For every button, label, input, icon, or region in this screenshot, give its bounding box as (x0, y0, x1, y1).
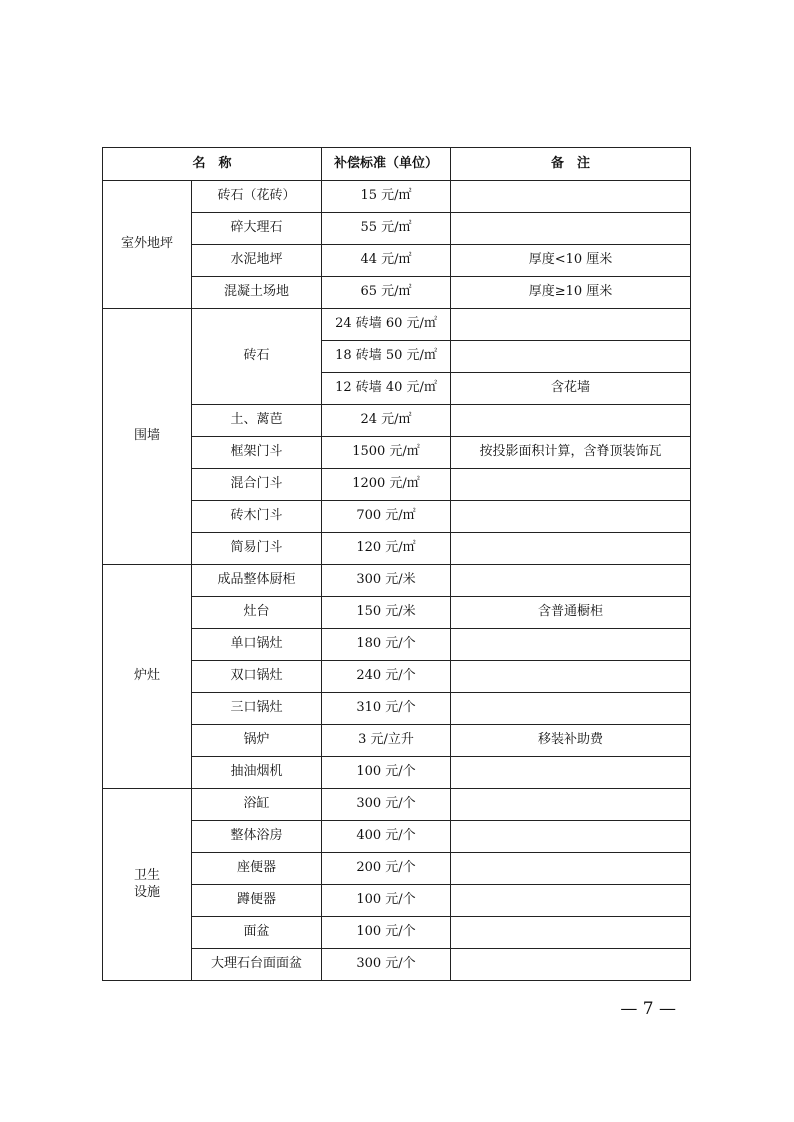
item-name-cell: 大理石台面面盆 (192, 949, 322, 981)
note-cell (451, 693, 691, 725)
item-name-cell: 水泥地坪 (192, 245, 322, 277)
item-name-cell: 混凝土场地 (192, 277, 322, 309)
standard-cell: 12 砖墙 40 元/㎡ (322, 373, 451, 405)
item-name-cell: 灶台 (192, 597, 322, 629)
standard-cell: 65 元/㎡ (322, 277, 451, 309)
note-cell (451, 341, 691, 373)
category-cell: 室外地坪 (103, 181, 192, 309)
table-row (103, 789, 691, 821)
standard-cell: 700 元/㎡ (322, 501, 451, 533)
table-row (103, 245, 691, 277)
note-cell (451, 181, 691, 213)
standard-cell: 300 元/个 (322, 949, 451, 981)
standard-cell: 150 元/米 (322, 597, 451, 629)
table-body (103, 181, 691, 981)
item-name-cell: 面盆 (192, 917, 322, 949)
standard-cell: 300 元/米 (322, 565, 451, 597)
category-cell: 卫生 设施 (103, 789, 192, 981)
standard-cell: 24 元/㎡ (322, 405, 451, 437)
item-name-cell: 单口锅灶 (192, 629, 322, 661)
table-row (103, 213, 691, 245)
item-name-cell: 锅炉 (192, 725, 322, 757)
note-cell (451, 533, 691, 565)
table-row (103, 757, 691, 789)
note-cell (451, 405, 691, 437)
header-name: 名 称 (103, 148, 322, 181)
item-name-cell: 整体浴房 (192, 821, 322, 853)
note-cell (451, 853, 691, 885)
item-name-cell: 抽油烟机 (192, 757, 322, 789)
note-cell: 按投影面积计算，含脊顶装饰瓦 (451, 437, 691, 469)
table-row (103, 949, 691, 981)
note-cell: 移装补助费 (451, 725, 691, 757)
item-name-cell: 浴缸 (192, 789, 322, 821)
table-row (103, 181, 691, 213)
note-cell (451, 309, 691, 341)
item-name-cell: 简易门斗 (192, 533, 322, 565)
standard-cell: 44 元/㎡ (322, 245, 451, 277)
item-name-cell: 土、蓠芭 (192, 405, 322, 437)
standard-cell: 24 砖墙 60 元/㎡ (322, 309, 451, 341)
table-row (103, 917, 691, 949)
standard-cell: 240 元/个 (322, 661, 451, 693)
standard-cell: 15 元/㎡ (322, 181, 451, 213)
standard-cell: 1200 元/㎡ (322, 469, 451, 501)
standard-cell: 55 元/㎡ (322, 213, 451, 245)
note-cell (451, 949, 691, 981)
header-row (103, 148, 691, 181)
item-name-cell: 框架门斗 (192, 437, 322, 469)
standard-cell: 120 元/㎡ (322, 533, 451, 565)
note-cell (451, 661, 691, 693)
item-name-cell: 双口锅灶 (192, 661, 322, 693)
note-cell (451, 757, 691, 789)
item-name-cell: 蹲便器 (192, 885, 322, 917)
item-name-cell: 砖石（花砖） (192, 181, 322, 213)
standard-cell: 100 元/个 (322, 757, 451, 789)
category-cell: 围墙 (103, 309, 192, 565)
table-row (103, 405, 691, 437)
table-row (103, 533, 691, 565)
item-name-cell: 成品整体厨柜 (192, 565, 322, 597)
table-row (103, 597, 691, 629)
note-cell (451, 789, 691, 821)
standard-cell: 3 元/立升 (322, 725, 451, 757)
note-cell (451, 885, 691, 917)
item-name-cell: 座便器 (192, 853, 322, 885)
item-name-cell: 三口锅灶 (192, 693, 322, 725)
table-row (103, 885, 691, 917)
note-cell: 含花墙 (451, 373, 691, 405)
header-standard: 补偿标准（单位） (322, 148, 451, 181)
table-row (103, 725, 691, 757)
page-number: — 7 — (620, 999, 676, 1019)
table-row (103, 501, 691, 533)
table-row (103, 277, 691, 309)
table-row (103, 629, 691, 661)
table-row (103, 821, 691, 853)
note-cell (451, 821, 691, 853)
note-cell (451, 469, 691, 501)
note-cell (451, 629, 691, 661)
note-cell (451, 917, 691, 949)
table-row (103, 309, 691, 341)
table-row (103, 469, 691, 501)
note-cell: 含普通橱柜 (451, 597, 691, 629)
compensation-table (102, 147, 691, 981)
standard-cell: 310 元/个 (322, 693, 451, 725)
standard-cell: 100 元/个 (322, 917, 451, 949)
table-row (103, 693, 691, 725)
header-note: 备 注 (451, 148, 691, 181)
table-row (103, 661, 691, 693)
item-name-cell: 砖石 (192, 309, 322, 405)
note-cell (451, 213, 691, 245)
standard-cell: 1500 元/㎡ (322, 437, 451, 469)
note-cell (451, 501, 691, 533)
standard-cell: 180 元/个 (322, 629, 451, 661)
item-name-cell: 砖木门斗 (192, 501, 322, 533)
item-name-cell: 碎大理石 (192, 213, 322, 245)
note-cell: 厚度<10 厘米 (451, 245, 691, 277)
table-row (103, 853, 691, 885)
note-cell (451, 565, 691, 597)
standard-cell: 18 砖墙 50 元/㎡ (322, 341, 451, 373)
standard-cell: 200 元/个 (322, 853, 451, 885)
standard-cell: 400 元/个 (322, 821, 451, 853)
standard-cell: 100 元/个 (322, 885, 451, 917)
category-cell: 炉灶 (103, 565, 192, 789)
standard-cell: 300 元/个 (322, 789, 451, 821)
table-row (103, 437, 691, 469)
note-cell: 厚度≥10 厘米 (451, 277, 691, 309)
table-row (103, 565, 691, 597)
item-name-cell: 混合门斗 (192, 469, 322, 501)
